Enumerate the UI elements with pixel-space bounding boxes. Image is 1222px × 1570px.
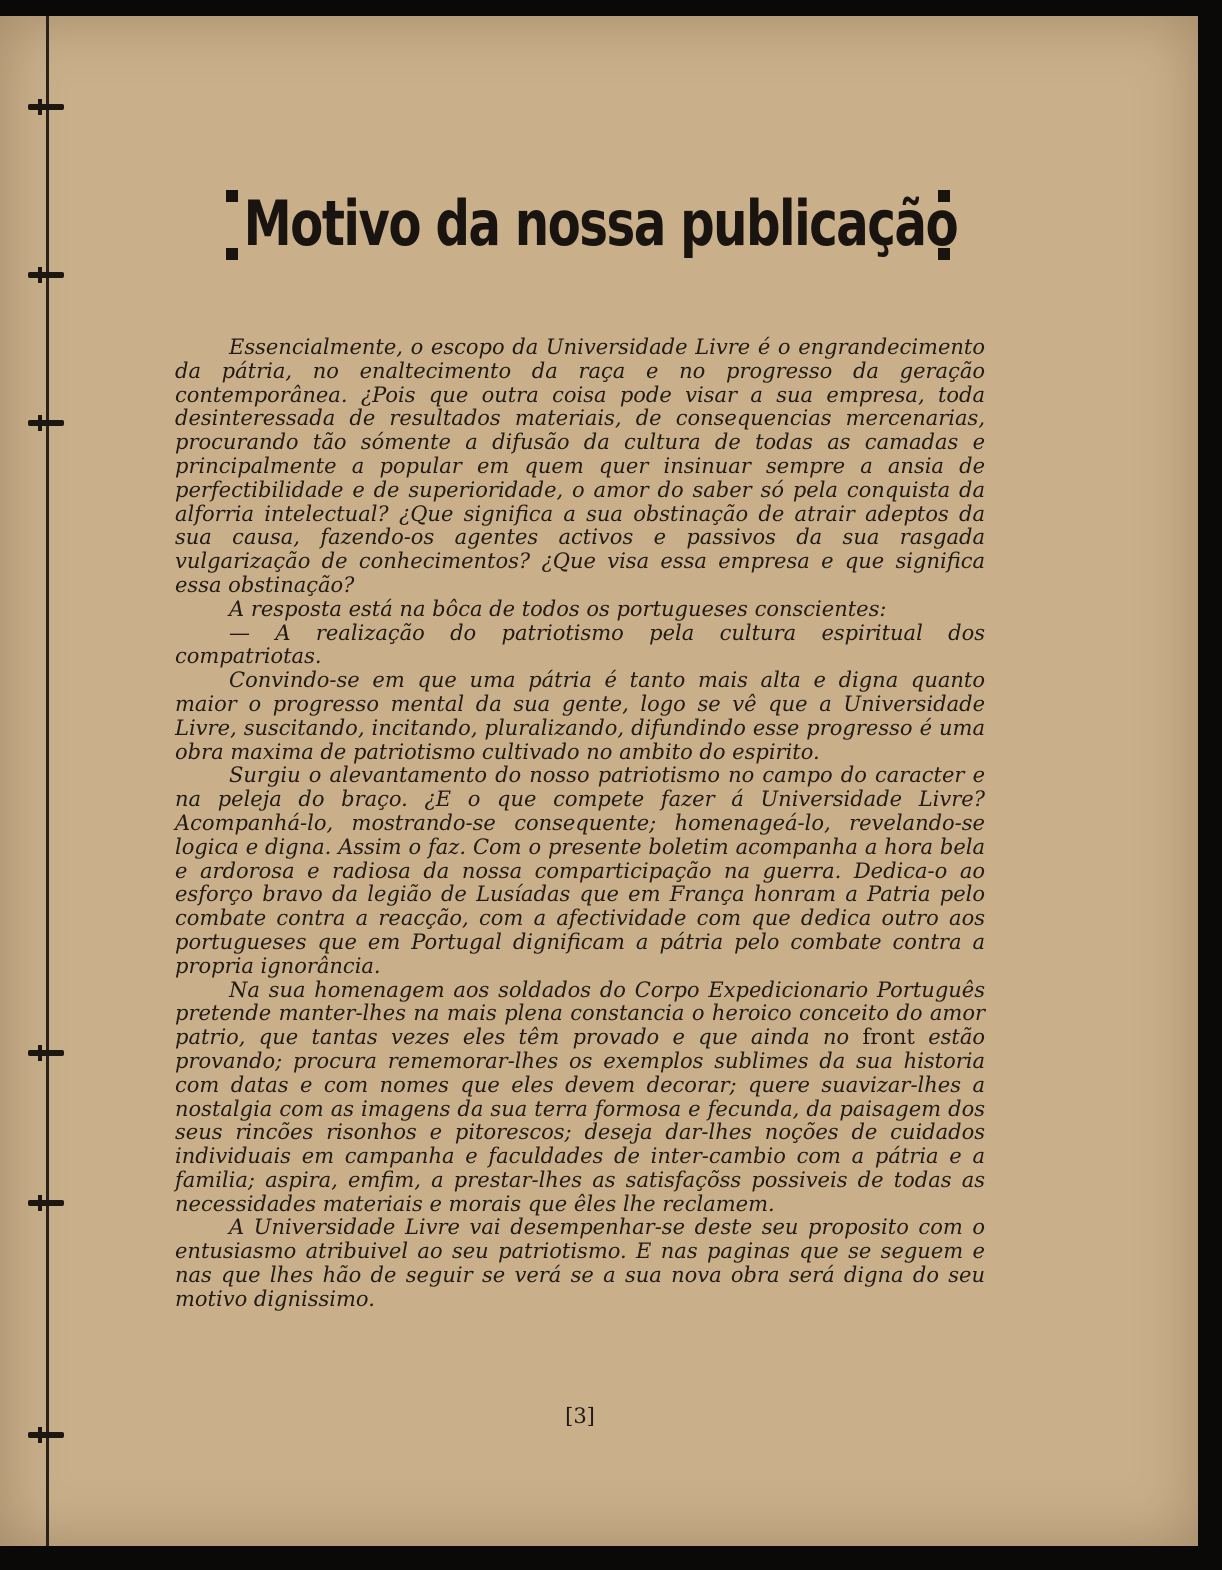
binding-staple bbox=[28, 1432, 64, 1438]
roman-word: front bbox=[862, 1025, 915, 1050]
binding-staple bbox=[28, 104, 64, 110]
binding-staple bbox=[28, 420, 64, 426]
title-block bbox=[220, 178, 980, 268]
binding-staple bbox=[28, 272, 64, 278]
page-title: Motivo da nossa publicação bbox=[243, 186, 957, 260]
binding-spine bbox=[46, 16, 49, 1546]
paragraph: A Universidade Livre vai desempenhar-se deste seu proposito com o entusiasmo atribuivel ao seu patriotismo. E nas paginas que se seguem e nas que lhes hão de seguir se verá se a sua nova obra será digna do seu motivo dignissimo. bbox=[175, 1215, 985, 1311]
paragraph: Surgiu o alevantamento do nosso patriotismo no campo do caracter e na peleja do braço. ¿E o que compete fazer á Universidade Livre? Acompanhá-lo, mostrando-se consequente; homenageá-lo, revelando-se logica e digna. Assim o faz. Com o presente boletim acompanha a hora bela e ardorosa e radiosa da nossa comparticipação na guerra. Dedica-o ao esforço bravo da legião de Lusíadas que em França honram a Patria pelo combate contra a reacção, com a afectividade com que dedica outro aos portugueses que em Portugal dignificam a pátria pelo combate contra a propria ignorância. bbox=[175, 763, 985, 978]
paragraph bbox=[175, 979, 985, 1217]
paragraph: A resposta está na bôca de todos os portugueses conscientes: bbox=[229, 596, 887, 621]
binding-staple bbox=[28, 1050, 64, 1056]
paragraph: Convindo-se em que uma pátria é tanto mais alta e digna quanto maior o progresso mental da sua gente, logo se vê que a Universidade Livre, suscitando, incitando, pluralizando, difundindo esse progresso é uma obra maxima de patriotismo cultivado no ambito do espirito. bbox=[175, 668, 985, 764]
binding-staple bbox=[28, 1200, 64, 1206]
article-body bbox=[175, 336, 985, 1312]
paragraph-text: Na sua homenagem aos soldados do Corpo Expedicionario Português pretende manter-lhes na mais plena constancia o heroico conceito do amor patrio, que tantas vezes eles têm provado e que ainda no bbox=[175, 977, 985, 1050]
page-number: [3] bbox=[565, 1404, 595, 1428]
paragraph: — A realização do patriotismo pela cultura espiritual dos compatriotas. bbox=[175, 620, 985, 669]
paragraph: Essencialmente, o escopo da Universidade Livre é o engrandecimento da pátria, no enaltecimento da raça e no progresso da geração contemporânea. ¿Pois que outra coisa pode visar a sua empresa, toda desinteressada de resultados materiais, de consequencias mercenarias, procurando tão sómente a difusão da cultura de todas as camadas e principalmente a popular em quem quer insinuar sempre a ansia de perfectibilidade e de superioridade, o amor do saber só pela conquista da alforria intelectual? ¿Que significa a sua obstinação de atrair adeptos da sua causa, fazendo-os agentes activos e passivos da sua rasgada vulgarização de conhecimentos? ¿Que visa essa empresa e que significa essa obstinação? bbox=[175, 335, 985, 597]
paragraph-text: estão provando; procura rememorar-lhes os exemplos sublimes da sua historia com datas e com nomes que eles devem decorar; quere suavizar-lhes a nostalgia com as imagens da sua terra formosa e fecunda, da paisagem dos seus rincões risonhos e pitorescos; deseja dar-lhes noções de cuidados individuais em campanha e faculdades de inter-cambio com a pátria e a familia; aspira, emfim, a prestar-lhes as satisfaçõss possiveis de todas as necessidades materiais e morais que êles lhe reclamem. bbox=[175, 1025, 985, 1216]
